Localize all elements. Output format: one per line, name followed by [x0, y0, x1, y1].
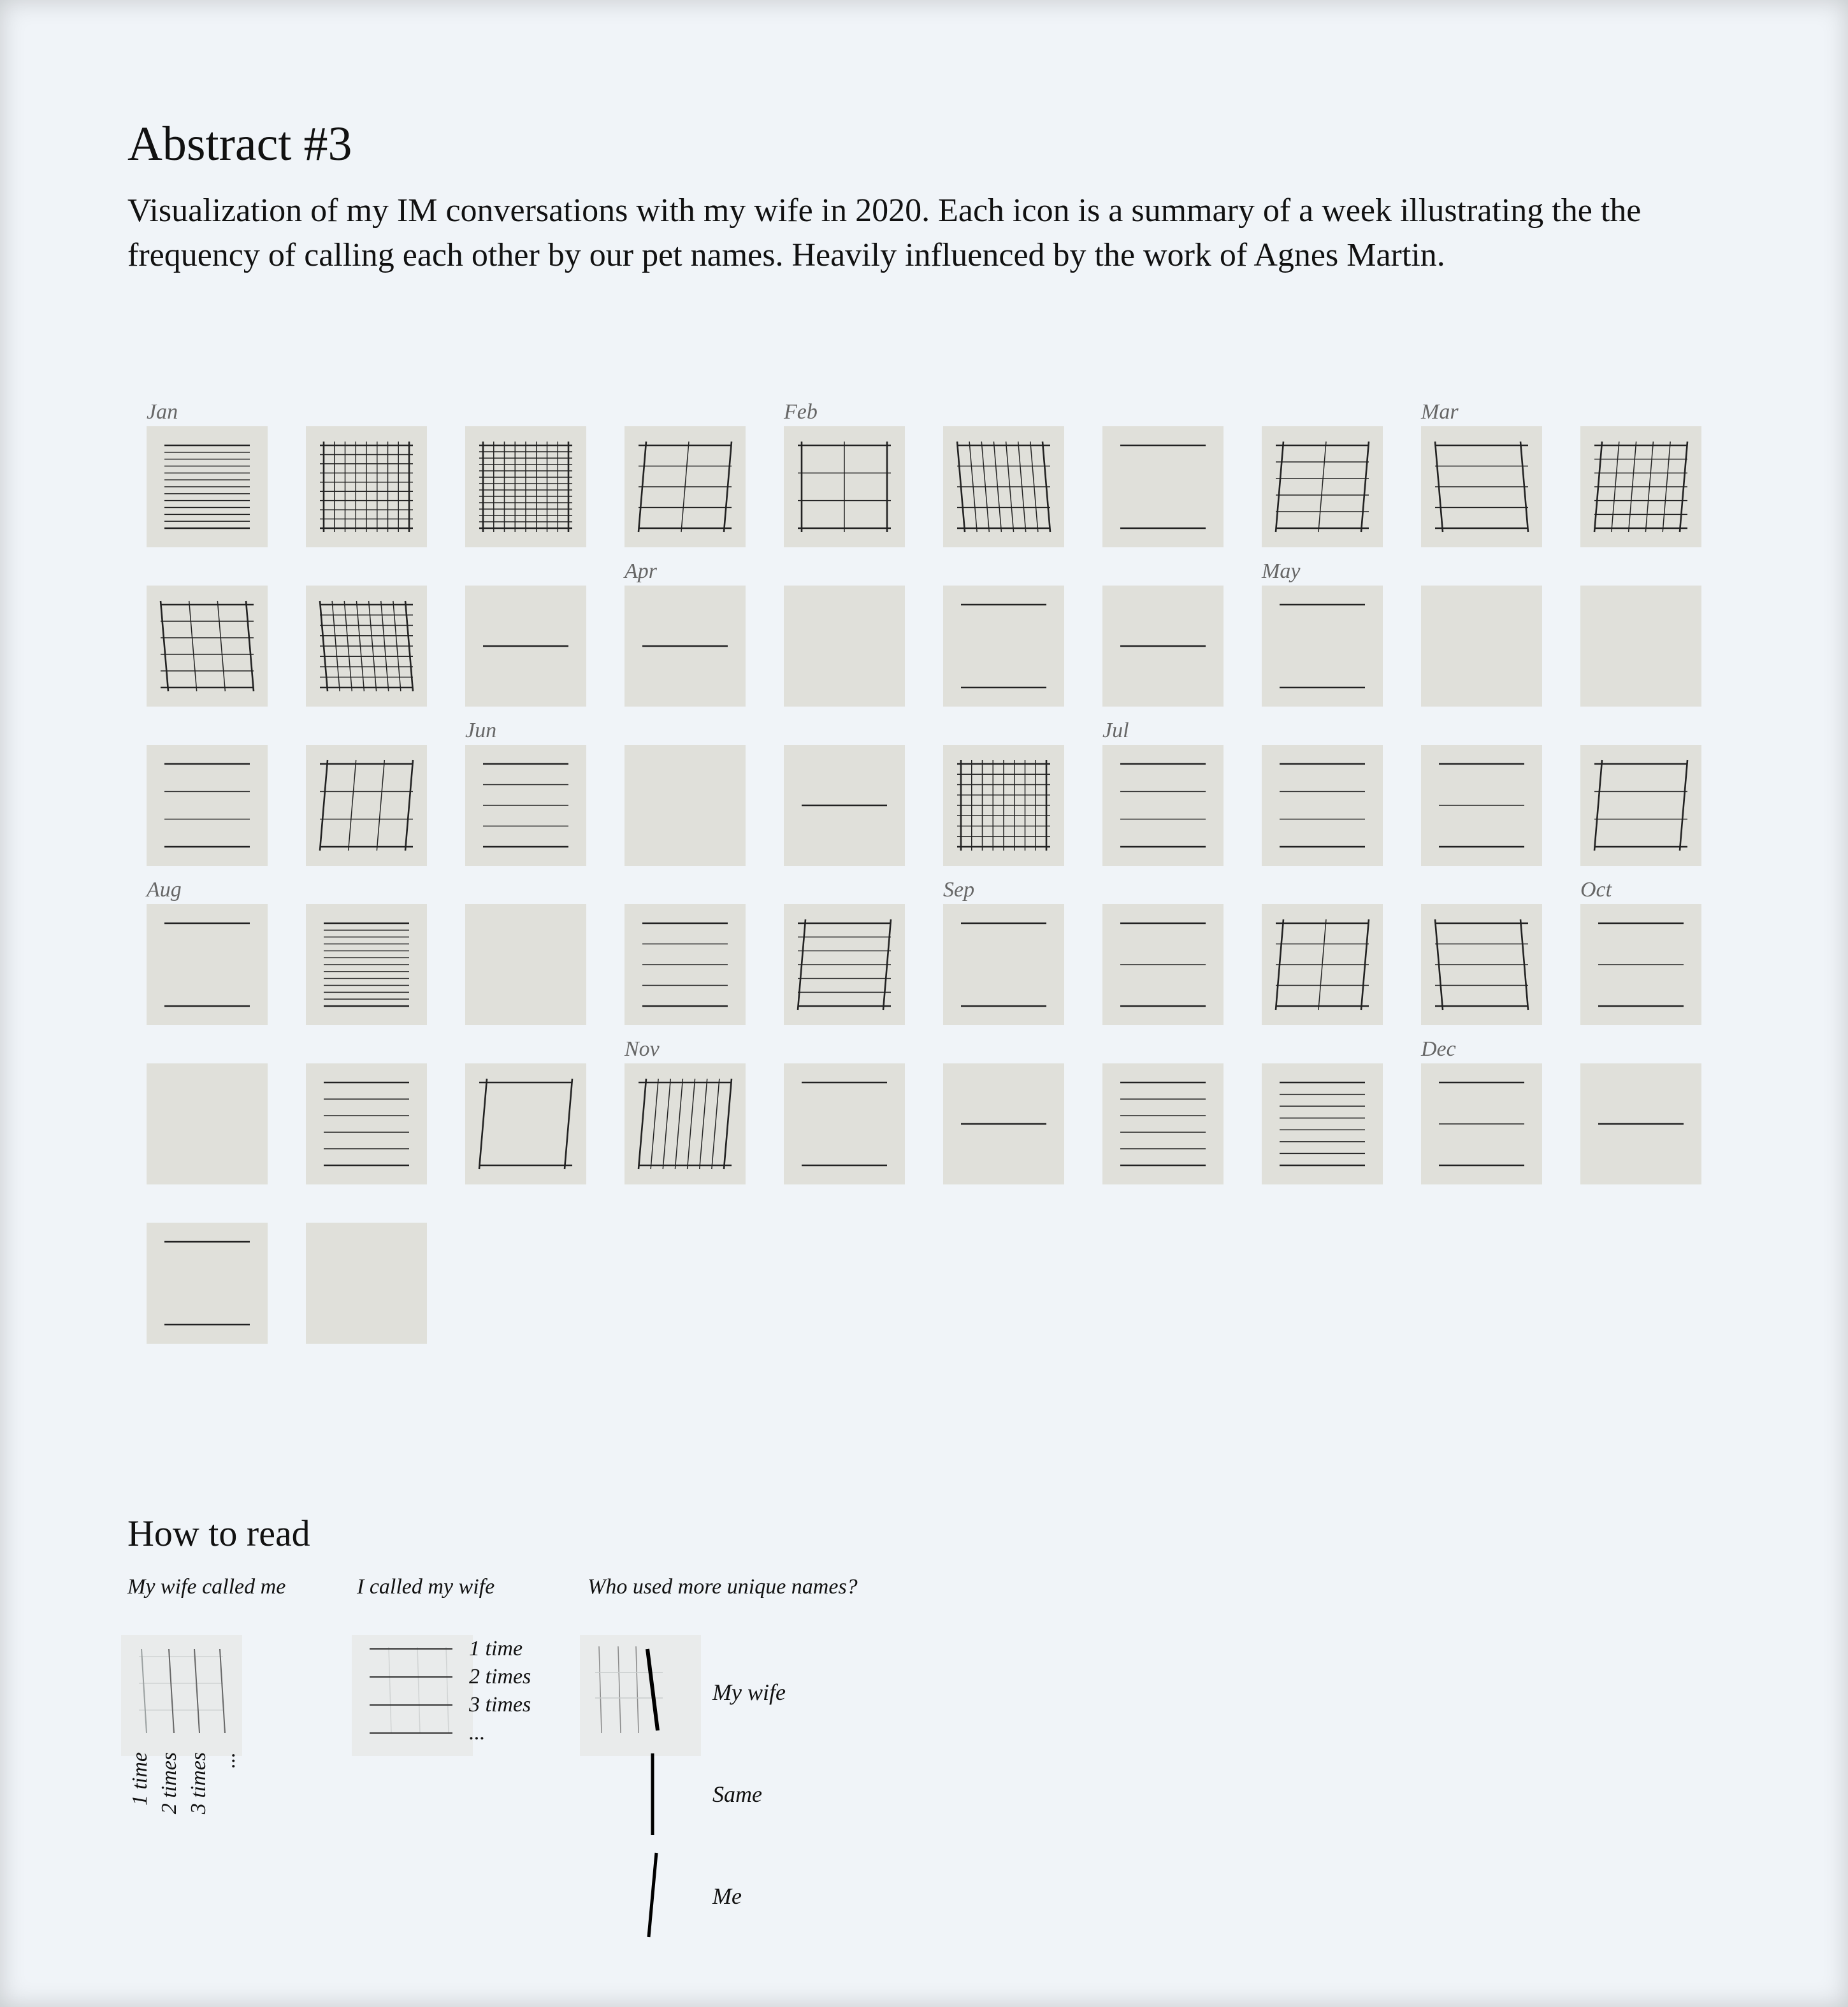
week-icon [1102, 1063, 1224, 1184]
week-tile [1262, 745, 1383, 866]
week-icon [624, 1063, 746, 1184]
week-icon [1262, 1063, 1383, 1184]
week-icon [1262, 426, 1383, 547]
month-label: Mar [1421, 400, 1459, 424]
week-icon [1421, 745, 1542, 866]
week-icon [624, 426, 746, 547]
legend-vertical-label: 2 times [157, 1752, 181, 1815]
week-icon [306, 586, 427, 707]
week-tile [306, 1063, 427, 1184]
week-tile [1102, 1063, 1224, 1184]
legend-lean-label: My wife [712, 1680, 786, 1705]
legend-horizontal-label: 2 times [469, 1665, 531, 1688]
week-icon [147, 426, 268, 547]
week-tile [306, 1223, 427, 1344]
month-label: Nov [624, 1037, 660, 1061]
legend-tile-me [352, 1635, 473, 1756]
legend-vertical-label: ... [216, 1752, 240, 1769]
week-tile [1262, 1063, 1383, 1184]
week-icon [1421, 426, 1542, 547]
month-label: Jan [147, 400, 178, 424]
week-icon [1102, 426, 1224, 547]
month-label: Dec [1421, 1037, 1456, 1061]
legend-horizontal-label: ... [469, 1721, 486, 1744]
week-tile [784, 1063, 905, 1184]
week-tile [147, 1223, 268, 1344]
week-tile [943, 904, 1064, 1025]
week-icon [624, 586, 746, 707]
week-icon [1421, 904, 1542, 1025]
week-tile [1102, 745, 1224, 866]
week-icon [1102, 586, 1224, 707]
page-description: Visualization of my IM conversations with my wife in 2020. Each icon is a summary of a week illustrating the the frequency of calling each other by our pet names. Heavily influenced by the work of Agnes Martin. [127, 192, 1642, 273]
week-icon [306, 904, 427, 1025]
how-to-read-legend [0, 1618, 892, 1950]
week-icon [147, 586, 268, 707]
week-icon [1580, 586, 1701, 707]
legend-tile-unique [580, 1635, 701, 1756]
week-icon [784, 426, 905, 547]
week-icon [306, 1063, 427, 1184]
week-icon [1580, 904, 1701, 1025]
week-icon [306, 745, 427, 866]
week-tile [1262, 586, 1383, 707]
week-tile [147, 1063, 268, 1184]
legend-lean-label: Same [712, 1781, 762, 1807]
week-icon [1580, 1063, 1701, 1184]
week-icon [1102, 745, 1224, 866]
week-icon [147, 745, 268, 866]
month-label: Apr [624, 559, 657, 583]
week-tile [1102, 426, 1224, 547]
week-icon [943, 745, 1064, 866]
legend-lean-label: Me [712, 1883, 742, 1909]
legend-vertical-label: 3 times [187, 1752, 210, 1815]
legend-vertical-label: 1 time [128, 1752, 152, 1806]
week-icon [784, 745, 905, 866]
week-icon [1102, 904, 1224, 1025]
week-icon [1262, 904, 1383, 1025]
lean-me-stroke [649, 1853, 656, 1937]
week-icon [465, 1063, 586, 1184]
week-icon [147, 1063, 268, 1184]
legend-horizontal-label: 1 time [469, 1637, 523, 1660]
week-icon [943, 904, 1064, 1025]
week-icon [465, 745, 586, 866]
week-icon [1262, 586, 1383, 707]
week-tile [147, 904, 268, 1025]
month-label: Aug [147, 878, 182, 902]
week-icon [1421, 586, 1542, 707]
week-icon [147, 1223, 268, 1344]
legend-heading-i-called-wife: I called my wife [357, 1575, 495, 1599]
week-tile [624, 745, 746, 866]
month-label: Jun [465, 719, 497, 742]
week-icon [1580, 745, 1701, 866]
week-icon [306, 1223, 427, 1344]
week-icon [943, 1063, 1064, 1184]
month-label: Jul [1102, 719, 1129, 742]
week-icon [306, 426, 427, 547]
month-label: May [1262, 559, 1301, 583]
month-label: Sep [943, 878, 975, 902]
legend-horizontal-label: 3 times [469, 1693, 531, 1716]
week-tile [147, 745, 268, 866]
week-icon [624, 904, 746, 1025]
legend-heading-unique-names: Who used more unique names? [588, 1575, 858, 1599]
week-icon [1421, 1063, 1542, 1184]
week-tile [784, 586, 905, 707]
how-to-read-heading: How to read [127, 1513, 310, 1554]
legend-tile-wife [121, 1635, 242, 1756]
week-icon [465, 904, 586, 1025]
week-tile [943, 586, 1064, 707]
week-icon [147, 904, 268, 1025]
week-icon [784, 1063, 905, 1184]
week-icon [943, 586, 1064, 707]
week-icon [1580, 426, 1701, 547]
week-tile [465, 904, 586, 1025]
week-icon [624, 745, 746, 866]
week-icon [1262, 745, 1383, 866]
week-tile [1580, 586, 1701, 707]
month-label: Feb [784, 400, 818, 424]
week-icon [943, 426, 1064, 547]
legend-heading-wife-called-me: My wife called me [127, 1575, 286, 1599]
page-title: Abstract #3 [127, 117, 352, 171]
week-icon [784, 904, 905, 1025]
week-tile [1421, 586, 1542, 707]
week-icon [465, 586, 586, 707]
week-icon [465, 426, 586, 547]
month-label: Oct [1580, 878, 1612, 902]
week-icon [784, 586, 905, 707]
